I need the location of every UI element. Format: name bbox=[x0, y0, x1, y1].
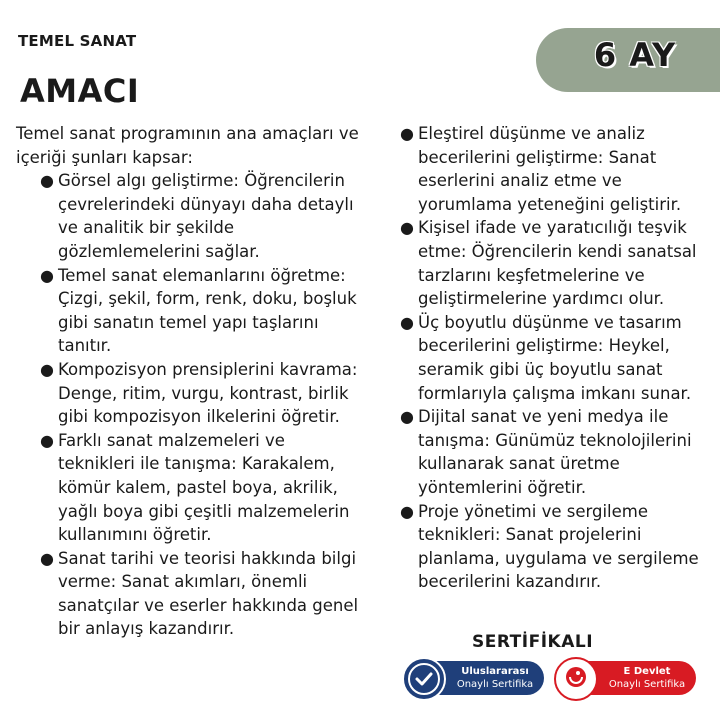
list-item-text: Farklı sanat malzemeleri ve teknikleri ile tanışma: Karakalem, kömür kalem, pastel boya, akrilik, yağlı boya gibi çeşitli malzemelerin kullanımını öğretir. bbox=[58, 430, 350, 545]
international-cert-line1: Uluslararası bbox=[461, 666, 529, 677]
certificates-title: SERTİFİKALI bbox=[472, 632, 594, 652]
list-item bbox=[38, 264, 366, 358]
edevlet-logo-icon bbox=[554, 657, 598, 701]
bullet-icon: ● bbox=[400, 407, 414, 427]
list-item-text: Temel sanat elemanlarını öğretme: Çizgi, şekil, form, renk, doku, boşluk gibi sanatın temel yapı taşlarını tanıtır. bbox=[58, 265, 357, 356]
bullet-icon: ● bbox=[40, 265, 54, 285]
edevlet-logo-svg bbox=[556, 659, 596, 699]
right-column bbox=[398, 122, 708, 594]
left-column bbox=[16, 122, 366, 641]
left-list bbox=[38, 169, 366, 641]
list-item bbox=[398, 122, 708, 216]
list-item-text: Proje yönetimi ve sergileme teknikleri: Sanat projelerini planlama, uygulama ve sergileme becerilerini kazandırır. bbox=[418, 501, 699, 592]
list-item-text: Kişisel ifade ve yaratıcılığı teşvik etme: Öğrencilerin kendi sanatsal tarzlarını keşfetmelerine ve geliştirmelerine yardımcı olur. bbox=[418, 218, 697, 309]
list-item-text: Dijital sanat ve yeni medya ile tanışma: Günümüz teknolojilerini kullanarak sanat üretme yöntemlerini öğretir. bbox=[418, 407, 692, 497]
list-item-text: Üç boyutlu düşünme ve tasarım becerilerini geliştirme: Heykel, seramik gibi üç boyutlu sanat formlarıyla çalışma imkanı sunar. bbox=[418, 312, 692, 403]
list-item-text: Eleştirel düşünme ve analiz becerilerini geliştirme: Sanat eserlerini analiz etme ve yorumlama yeteneğini geliştirir. bbox=[418, 124, 682, 214]
list-item bbox=[38, 429, 366, 547]
list-item bbox=[398, 311, 708, 405]
edevlet-certificate-badge bbox=[556, 661, 696, 695]
edevlet-cert-line2: Onaylı Sertifika bbox=[608, 679, 686, 690]
duration-text: 6 AY bbox=[593, 36, 677, 74]
list-item bbox=[398, 500, 708, 594]
right-list bbox=[398, 122, 708, 594]
list-item bbox=[38, 169, 366, 263]
checkmark-icon bbox=[402, 657, 446, 701]
course-title: TEMEL SANAT bbox=[18, 32, 137, 50]
bullet-icon: ● bbox=[400, 124, 414, 143]
list-item-text: Sanat tarihi ve teorisi hakkında bilgi verme: Sanat akımları, önemli sanatçılar ve eserler hakkında genel bir anlayış kazandırır. bbox=[58, 548, 359, 639]
list-item bbox=[398, 405, 708, 499]
edevlet-cert-line1: E Devlet bbox=[623, 666, 671, 677]
list-item-text: Kompozisyon prensiplerini kavrama: Denge, ritim, vurgu, kontrast, birlik gibi kompozisyon ilkelerini öğretir. bbox=[58, 359, 358, 427]
intro-text: Temel sanat programının ana amaçları ve içeriği şunları kapsar: bbox=[16, 124, 359, 167]
list-item bbox=[38, 547, 366, 641]
bullet-icon: ● bbox=[400, 312, 414, 332]
section-heading: AMACI bbox=[20, 72, 140, 110]
bullet-icon: ● bbox=[40, 548, 54, 568]
list-item-text: Görsel algı geliştirme: Öğrencilerin çevrelerindeki dünyayı daha detaylı ve analitik bir şekilde gözlemlemelerini sağlar. bbox=[58, 171, 354, 261]
bullet-icon: ● bbox=[40, 430, 54, 450]
bullet-icon: ● bbox=[40, 359, 54, 379]
list-item bbox=[38, 358, 366, 429]
bullet-icon: ● bbox=[400, 218, 414, 238]
bullet-icon: ● bbox=[400, 501, 414, 521]
list-item bbox=[398, 216, 708, 310]
checkmark-svg bbox=[404, 659, 444, 699]
bullet-icon: ● bbox=[40, 171, 54, 191]
international-certificate-badge bbox=[404, 661, 544, 695]
international-cert-line2: Onaylı Sertifika bbox=[456, 679, 534, 690]
